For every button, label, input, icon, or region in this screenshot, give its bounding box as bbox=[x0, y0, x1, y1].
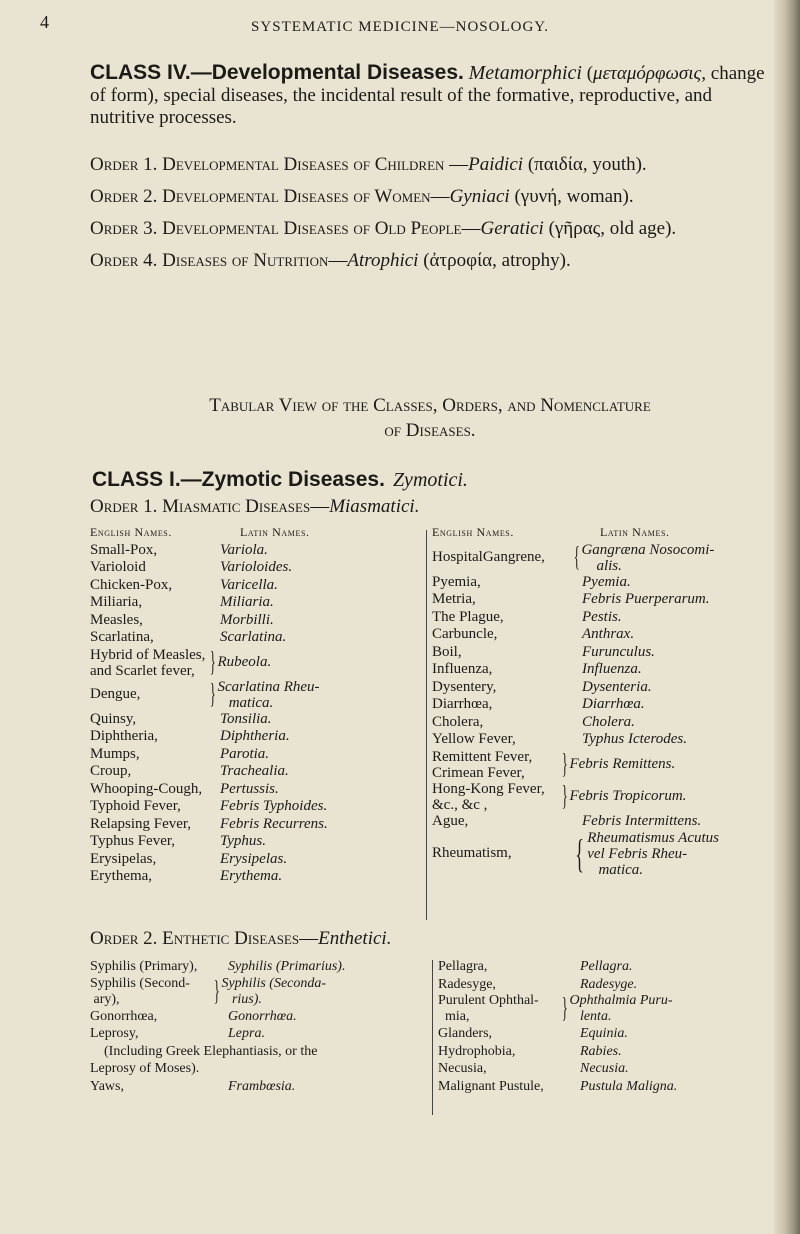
class1-latin: Zymotici. bbox=[392, 469, 468, 491]
table-row: Boil, Furunculus. bbox=[432, 643, 655, 660]
class4-greek: μεταμόρφωσις, bbox=[593, 63, 707, 84]
brace-icon: } bbox=[561, 748, 568, 780]
table-row: Small-Pox, Variola. bbox=[90, 541, 268, 558]
class4-desc: change of form), special diseases, the incidental result of the formative, reproductive, and nutritive processes. bbox=[90, 63, 765, 128]
class4-title: CLASS IV.—Developmental Diseases. bbox=[90, 61, 464, 84]
brace-icon: } bbox=[209, 646, 216, 678]
table-row: Diarrhœa, Diarrhœa. bbox=[432, 696, 645, 712]
table-row: Radesyge, Radesyge. bbox=[438, 976, 638, 992]
table-row: Necusia, Necusia. bbox=[438, 1061, 629, 1076]
table-row: Chicken-Pox, Varicella. bbox=[90, 576, 278, 593]
order1-latin: Miasmatici. bbox=[329, 496, 420, 517]
brace-icon: { bbox=[573, 541, 580, 573]
brace-icon: } bbox=[561, 993, 568, 1024]
table-row-hongkong: Hong-Kong Fever, &c., &c , } Febris Tropicorum. bbox=[432, 780, 687, 813]
table-row-dengue: Dengue, } Scarlatina Rheu- matica. bbox=[90, 678, 320, 711]
class1-title: CLASS I.—Zymotic Diseases. bbox=[92, 468, 385, 491]
table-row-syphilis-secondary: Syphilis (Second- ary), } Syphilis (Seconda- rius). bbox=[90, 975, 327, 1007]
table-row: Pellagra, Pellagra. bbox=[438, 959, 633, 974]
order2-label: Order 2. Enthetic Diseases— bbox=[90, 928, 319, 949]
brace-icon: { bbox=[575, 831, 584, 876]
table-row: Hydrophobia, Rabies. bbox=[438, 1043, 622, 1059]
class4-latin: Metamorphici bbox=[468, 62, 582, 84]
table-row: Influenza, Influenza. bbox=[432, 661, 642, 677]
class4-order-4: Order 4. Diseases of Nutrition—Atrophici (ἀτροφία, atrophy). bbox=[90, 250, 571, 271]
running-head: SYSTEMATIC MEDICINE—NOSOLOGY. bbox=[251, 19, 549, 35]
table-row: Miliaria, Miliaria. bbox=[90, 594, 274, 610]
leprosy-note-1: (Including Greek Elephantiasis, or the bbox=[104, 1043, 318, 1059]
order2-right-column bbox=[438, 958, 768, 1095]
table-row: Mumps, Parotia. bbox=[90, 745, 270, 762]
tabular-title-1: Tabular View of the Classes, Orders, and Nomenclature bbox=[209, 395, 651, 416]
table-row: Pyemia, Pyemia. bbox=[432, 573, 631, 590]
table-row: Quinsy, Tonsilia. bbox=[90, 710, 272, 727]
column-divider bbox=[432, 960, 433, 1115]
table-row: Dysentery, Dysenteria. bbox=[432, 678, 652, 695]
brace-icon: } bbox=[561, 780, 568, 812]
table-row-hospital-gangrene: HospitalGangrene, { Gangræna Nosocomi- alis. bbox=[432, 541, 715, 574]
table-row: Glanders, Equinia. bbox=[438, 1026, 628, 1041]
column-divider bbox=[426, 530, 427, 920]
table-row: Typhus Fever, Typhus. bbox=[90, 833, 266, 849]
page-edge-shadow bbox=[774, 0, 800, 1234]
header-row: English Names. Latin Names. bbox=[90, 525, 310, 539]
table-row: Varioloid Varioloides. bbox=[90, 559, 293, 575]
table-row: Whooping-Cough, Pertussis. bbox=[90, 780, 279, 797]
table-row: Measles, Morbilli. bbox=[90, 611, 274, 628]
table-row-remittent: Remittent Fever, Crimean Fever, } Febris Remittens. bbox=[432, 748, 676, 781]
order2-heading bbox=[90, 928, 770, 950]
table-row-hybrid: Hybrid of Measles, and Scarlet fever, } Rubeola. bbox=[90, 646, 272, 679]
class4-order-3: Order 3. Developmental Diseases of Old People—Geratici (γῆρας, old age). bbox=[90, 218, 677, 239]
table-row: Carbuncle, Anthrax. bbox=[432, 626, 635, 642]
table-row: Ague, Febris Intermittens. bbox=[432, 812, 702, 829]
order1-right-column bbox=[432, 524, 772, 878]
tabular-title-2: of Diseases. bbox=[384, 420, 476, 441]
header-row: English Names. Latin Names. bbox=[432, 525, 670, 539]
brace-icon: } bbox=[209, 678, 216, 710]
table-row: Yaws, Frambœsia. bbox=[90, 1078, 296, 1094]
order2-latin: Enthetici. bbox=[318, 928, 392, 949]
class4-order-2: Order 2. Developmental Diseases of Women—Gyniaci (γυνή, woman). bbox=[90, 186, 634, 207]
table-row-rheumatism: Rheumatism, { Rheumatismus Acutus vel Febris Rheu- matica. bbox=[432, 830, 720, 878]
order1-left-column bbox=[90, 524, 420, 886]
table-row-ophthalmia: Purulent Ophthal- mia, } Ophthalmia Puru- lenta. bbox=[438, 993, 673, 1024]
class4-order-1: Order 1. Developmental Diseases of Children —Paidici (παιδία, youth). bbox=[90, 154, 647, 175]
class4-paragraph: CLASS IV.—Developmental Diseases. Metamorphici (μεταμόρφωσις, change of form), special diseases, the incidental result of the formative, reproductive, and nutritive processes. bbox=[90, 61, 765, 128]
table-row: Erythema, Erythema. bbox=[90, 868, 283, 884]
table-row: Syphilis (Primary), Syphilis (Primarius). bbox=[90, 959, 346, 974]
class4-orders bbox=[90, 154, 770, 272]
table-row: Croup, Trachealia. bbox=[90, 763, 289, 779]
order2-left-column bbox=[90, 958, 430, 1095]
leprosy-note-2: Leprosy of Moses). bbox=[90, 1061, 200, 1076]
class1-heading bbox=[92, 468, 772, 492]
brace-icon: } bbox=[213, 975, 220, 1007]
table-row: Leprosy, Lepra. bbox=[90, 1026, 265, 1041]
table-row: Cholera, Cholera. bbox=[432, 713, 635, 730]
class4-section bbox=[90, 62, 770, 129]
page-number: 4 bbox=[40, 12, 49, 32]
order1-label: Order 1. Miasmatic Diseases— bbox=[90, 496, 330, 517]
table-row: Typhoid Fever, Febris Typhoides. bbox=[90, 798, 328, 814]
table-row: The Plague, Pestis. bbox=[432, 608, 622, 625]
table-row: Metria, Febris Puerperarum. bbox=[432, 591, 710, 607]
table-row: Diphtheria, Diphtheria. bbox=[90, 728, 290, 744]
table-row: Gonorrhœa, Gonorrhœa. bbox=[90, 1008, 297, 1024]
table-row: Malignant Pustule, Pustula Maligna. bbox=[438, 1078, 678, 1094]
order1-heading bbox=[90, 496, 770, 518]
table-row: Relapsing Fever, Febris Recurrens. bbox=[90, 815, 328, 832]
table-row: Yellow Fever, Typhus Icterodes. bbox=[432, 731, 687, 747]
table-row: Scarlatina, Scarlatina. bbox=[90, 629, 287, 645]
table-row: Erysipelas, Erysipelas. bbox=[90, 850, 288, 867]
